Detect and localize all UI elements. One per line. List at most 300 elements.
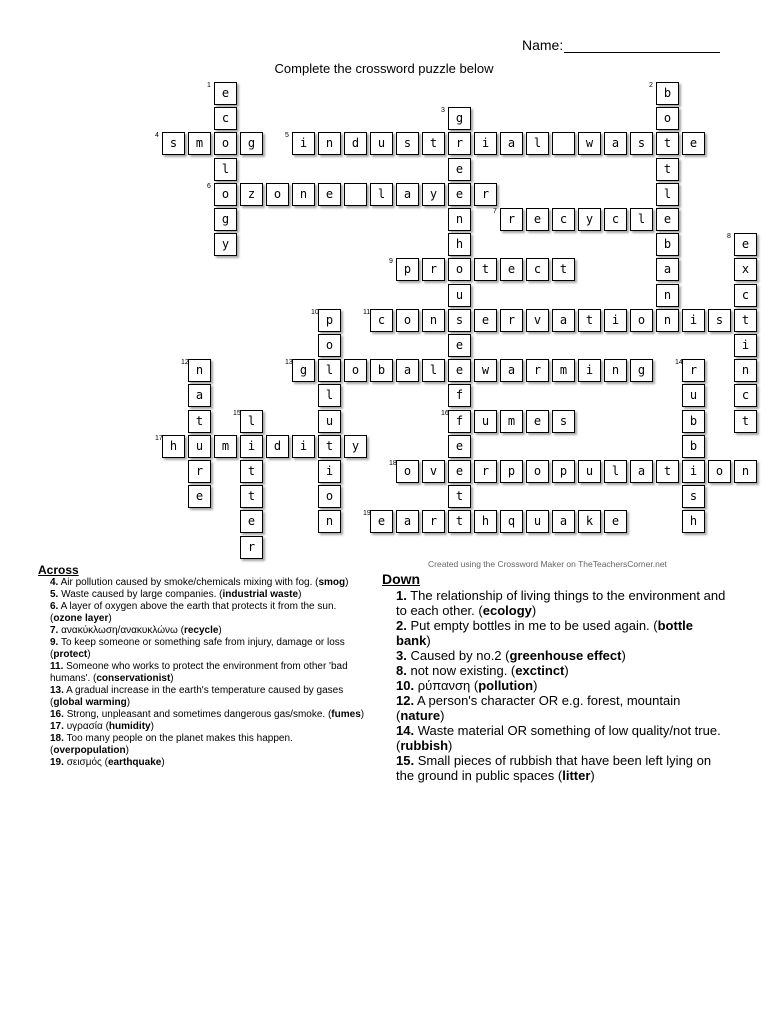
clue-answer: litter xyxy=(562,768,591,783)
grid-cell[interactable] xyxy=(318,334,341,357)
cell-letter: d xyxy=(273,438,282,453)
grid-cell[interactable] xyxy=(474,309,497,332)
grid-cell[interactable] xyxy=(448,510,471,533)
clue-number: 5. xyxy=(50,589,59,600)
cell-letter: l xyxy=(247,413,256,428)
cell-letter: u xyxy=(455,287,464,302)
cell-letter: y xyxy=(221,237,230,252)
cell-letter: o xyxy=(637,312,646,327)
cell-letter: e xyxy=(455,438,464,453)
clue-text: A person's character OR e.g. forest, mountain ( xyxy=(396,693,681,723)
cell-letter: a xyxy=(559,312,568,327)
grid-cell[interactable] xyxy=(656,233,679,256)
grid-cell[interactable] xyxy=(578,510,601,533)
cell-letter: l xyxy=(663,186,672,201)
grid-cell[interactable] xyxy=(240,510,263,533)
grid-cell[interactable] xyxy=(441,107,471,130)
cell-letter: i xyxy=(299,438,308,453)
grid-cell[interactable] xyxy=(578,460,601,483)
grid-cell[interactable] xyxy=(604,359,627,382)
grid-cell[interactable] xyxy=(578,132,601,155)
clue-answer: fumes xyxy=(331,709,361,720)
clue-answer: humidity xyxy=(108,721,151,732)
grid-cell[interactable] xyxy=(396,309,419,332)
grid-cell[interactable] xyxy=(734,359,757,382)
grid-cell[interactable] xyxy=(448,208,471,231)
across-clue xyxy=(50,733,368,757)
grid-cell[interactable] xyxy=(188,132,211,155)
cell-letter: o xyxy=(221,186,230,201)
grid-cell[interactable] xyxy=(240,536,263,559)
grid-cell[interactable] xyxy=(734,460,757,483)
clue-number: 2 xyxy=(649,82,653,89)
cell-letter: g xyxy=(637,363,646,378)
grid-cell[interactable] xyxy=(656,107,679,130)
grid-cell[interactable] xyxy=(552,208,575,231)
grid-cell[interactable] xyxy=(214,435,237,458)
clue-text: Too many people on the planet makes this happen. ( xyxy=(50,733,293,756)
cell-letter: i xyxy=(481,136,490,151)
grid-cell[interactable] xyxy=(500,309,523,332)
grid-cell[interactable] xyxy=(188,384,211,407)
clue-answer: smog xyxy=(318,577,346,588)
grid-cell[interactable] xyxy=(448,183,471,206)
cell-letter: u xyxy=(585,464,594,478)
grid-cell[interactable] xyxy=(656,460,679,483)
grid-cell[interactable] xyxy=(448,158,471,181)
down-clue xyxy=(396,678,727,693)
grid-cell[interactable] xyxy=(604,132,627,155)
grid-cell[interactable] xyxy=(188,485,211,508)
grid-cell[interactable] xyxy=(474,183,497,206)
clue-answer: overpopulation xyxy=(53,745,126,756)
across-clue-list xyxy=(38,577,368,769)
across-clue xyxy=(50,721,368,733)
down-clue xyxy=(396,723,727,753)
grid-cell[interactable] xyxy=(233,409,263,433)
grid-cell[interactable] xyxy=(370,183,393,206)
grid-cell[interactable] xyxy=(422,258,445,281)
cell-letter: t xyxy=(663,464,672,478)
grid-cell[interactable] xyxy=(344,359,367,382)
grid-cell[interactable] xyxy=(552,258,575,281)
grid-cell[interactable] xyxy=(734,284,757,307)
cell-letter: a xyxy=(507,136,516,151)
clue-number: 9. xyxy=(50,637,59,648)
cell-letter: n xyxy=(663,287,672,302)
grid-cell[interactable] xyxy=(214,208,237,231)
grid-cell[interactable] xyxy=(552,132,575,155)
cell-letter: n xyxy=(455,212,464,226)
cell-letter: e xyxy=(247,514,256,529)
grid-cell[interactable] xyxy=(604,309,627,332)
grid-cell[interactable] xyxy=(363,510,393,533)
cell-letter: e xyxy=(455,464,464,478)
grid-cell[interactable] xyxy=(448,384,471,407)
clue-text: Waste caused by large companies. ( xyxy=(61,589,223,600)
grid-cell[interactable] xyxy=(448,284,471,307)
clue-answer: global warming xyxy=(53,697,127,708)
grid-cell[interactable] xyxy=(552,359,575,382)
clue-number: 17 xyxy=(155,434,163,442)
cell-letter: c xyxy=(377,312,386,327)
grid-cell[interactable] xyxy=(630,132,653,155)
grid-cell[interactable] xyxy=(266,435,289,458)
grid-cell[interactable] xyxy=(396,510,419,533)
cell-letter: r xyxy=(429,262,438,277)
down-clue xyxy=(396,693,727,723)
clue-number: 13. xyxy=(50,685,64,696)
clue-number: 14. xyxy=(396,723,415,738)
grid-cell[interactable] xyxy=(318,485,341,508)
grid-cell[interactable] xyxy=(266,183,289,206)
clue-text: Small pieces of rubbish that have been left lying on the ground in public spaces ( xyxy=(396,753,712,783)
clue-close: ) xyxy=(218,625,222,636)
grid-cell[interactable] xyxy=(675,359,705,382)
cell-letter: e xyxy=(741,237,750,252)
clue-number: 6. xyxy=(50,601,59,612)
grid-cell[interactable] xyxy=(344,183,367,206)
grid-cell[interactable] xyxy=(448,309,471,332)
clue-number: 15. xyxy=(396,753,415,768)
cell-letter: e xyxy=(689,136,698,151)
grid-cell[interactable] xyxy=(656,158,679,181)
grid-cell[interactable] xyxy=(474,510,497,533)
clue-number: 16. xyxy=(50,709,64,720)
grid-cell[interactable] xyxy=(578,359,601,382)
grid-cell[interactable] xyxy=(207,182,237,206)
grid-cell[interactable] xyxy=(448,485,471,508)
cell-letter: o xyxy=(533,464,542,478)
cell-letter: a xyxy=(637,464,646,478)
grid-cell[interactable] xyxy=(474,258,497,281)
grid-cell[interactable] xyxy=(214,233,237,256)
clue-close: ) xyxy=(170,673,174,684)
grid-cell[interactable] xyxy=(708,460,731,483)
across-clue xyxy=(50,685,368,709)
cell-letter: g xyxy=(247,136,256,151)
grid-cell[interactable] xyxy=(526,208,549,231)
grid-cell[interactable] xyxy=(240,132,263,155)
cell-letter: b xyxy=(663,237,672,252)
grid-cell[interactable] xyxy=(240,183,263,206)
clue-text: Someone who works to protect the environment from other 'bad humans'. ( xyxy=(50,661,348,684)
grid-cell[interactable] xyxy=(526,460,549,483)
grid-cell[interactable] xyxy=(318,435,341,458)
grid-cell[interactable] xyxy=(181,359,211,382)
clue-number: 15 xyxy=(233,409,241,417)
clue-answer: greenhouse effect xyxy=(509,648,622,663)
grid-cell[interactable] xyxy=(734,309,757,332)
cell-letter: s xyxy=(715,312,724,327)
grid-cell[interactable] xyxy=(682,410,705,433)
cell-letter: w xyxy=(585,136,594,151)
grid-cell[interactable] xyxy=(318,183,341,206)
grid-cell[interactable] xyxy=(526,309,549,332)
grid-cell[interactable] xyxy=(526,510,549,533)
cell-letter: e xyxy=(325,186,334,201)
grid-cell[interactable] xyxy=(318,132,341,155)
down-clue xyxy=(396,753,727,783)
grid-cell[interactable] xyxy=(155,132,185,155)
grid-cell[interactable] xyxy=(422,359,445,382)
clue-close: ) xyxy=(345,577,349,588)
cell-letter: a xyxy=(195,388,204,403)
cell-letter: c xyxy=(611,212,620,226)
grid-cell[interactable] xyxy=(552,410,575,433)
cell-letter: u xyxy=(689,388,698,403)
grid-cell[interactable] xyxy=(188,410,211,433)
grid-cell[interactable] xyxy=(552,309,575,332)
grid-cell[interactable] xyxy=(422,132,445,155)
grid-cell[interactable] xyxy=(682,435,705,458)
cell-letter: u xyxy=(325,413,334,428)
grid-cell[interactable] xyxy=(448,435,471,458)
grid-cell[interactable] xyxy=(682,485,705,508)
grid-cell[interactable] xyxy=(656,309,679,332)
grid-cell[interactable] xyxy=(292,183,315,206)
grid-cell[interactable] xyxy=(604,510,627,533)
grid-cell[interactable] xyxy=(448,334,471,357)
grid-cell[interactable] xyxy=(734,410,757,433)
cell-letter: t xyxy=(663,136,672,151)
grid-cell[interactable] xyxy=(240,435,263,458)
grid-cell[interactable] xyxy=(396,132,419,155)
clue-answer: pollution xyxy=(478,678,534,693)
grid-cell[interactable] xyxy=(493,208,523,231)
cell-letter: u xyxy=(481,413,490,428)
clue-close: ) xyxy=(440,708,445,723)
grid-cell[interactable] xyxy=(474,460,497,483)
grid-cell[interactable] xyxy=(285,132,315,155)
cell-letter: e xyxy=(195,489,204,504)
grid-cell[interactable] xyxy=(318,410,341,433)
grid-cell[interactable] xyxy=(448,132,471,155)
cell-letter: r xyxy=(507,212,516,226)
across-heading: Across xyxy=(38,563,79,577)
grid-cell[interactable] xyxy=(474,132,497,155)
cell-letter: m xyxy=(507,413,516,428)
cell-letter: m xyxy=(221,438,230,453)
grid-cell[interactable] xyxy=(474,359,497,382)
grid-cell[interactable] xyxy=(363,308,393,332)
grid-cell[interactable] xyxy=(526,410,549,433)
grid-cell[interactable] xyxy=(552,510,575,533)
grid-cell[interactable] xyxy=(500,410,523,433)
grid-cell[interactable] xyxy=(155,434,185,458)
cell-letter: n xyxy=(325,136,334,151)
clue-number: 4. xyxy=(50,577,59,588)
cell-letter: a xyxy=(403,186,412,201)
cell-letter: l xyxy=(325,363,334,378)
grid-cell[interactable] xyxy=(292,435,315,458)
grid-cell[interactable] xyxy=(389,258,419,281)
grid-cell[interactable] xyxy=(188,435,211,458)
grid-cell[interactable] xyxy=(422,510,445,533)
grid-cell[interactable] xyxy=(214,158,237,181)
grid-cell[interactable] xyxy=(240,485,263,508)
cell-letter: e xyxy=(507,262,516,277)
clue-number: 11. xyxy=(50,661,64,672)
cell-letter: k xyxy=(585,514,594,529)
grid-cell[interactable] xyxy=(552,460,575,483)
grid-cell[interactable] xyxy=(734,334,757,357)
grid-cell[interactable] xyxy=(682,510,705,533)
cell-letter: r xyxy=(247,539,256,554)
grid-cell[interactable] xyxy=(656,132,679,155)
clue-close: ) xyxy=(87,649,91,660)
grid-cell[interactable] xyxy=(318,460,341,483)
credit-line: Created using the Crossword Maker on TheTeachersCorner.net xyxy=(428,559,667,569)
grid-cell[interactable] xyxy=(734,384,757,407)
clue-number: 18 xyxy=(389,460,397,467)
clue-number: 19. xyxy=(50,757,64,768)
grid-cell[interactable] xyxy=(734,258,757,281)
grid-cell[interactable] xyxy=(682,309,705,332)
cell-letter: i xyxy=(299,136,308,151)
grid-cell[interactable] xyxy=(649,82,679,105)
grid-cell[interactable] xyxy=(604,460,627,483)
grid-cell[interactable] xyxy=(500,460,523,483)
cell-letter: c xyxy=(741,388,750,403)
grid-cell[interactable] xyxy=(604,208,627,231)
grid-cell[interactable] xyxy=(311,308,341,332)
grid-cell[interactable] xyxy=(396,183,419,206)
grid-cell[interactable] xyxy=(727,233,757,256)
cell-letter: m xyxy=(559,363,568,378)
cell-letter: t xyxy=(455,514,464,529)
grid-cell[interactable] xyxy=(448,258,471,281)
grid-cell[interactable] xyxy=(500,132,523,155)
grid-cell[interactable] xyxy=(526,258,549,281)
grid-cell[interactable] xyxy=(656,208,679,231)
clue-number: 7. xyxy=(50,625,59,636)
across-clue xyxy=(50,601,368,625)
cell-letter: c xyxy=(533,262,542,277)
grid-cell[interactable] xyxy=(682,384,705,407)
grid-cell[interactable] xyxy=(448,233,471,256)
grid-cell[interactable] xyxy=(630,460,653,483)
cell-letter: x xyxy=(741,262,750,277)
clue-number: 17. xyxy=(50,721,64,732)
clue-close: ) xyxy=(126,697,131,708)
grid-cell[interactable] xyxy=(422,460,445,483)
clue-answer: bottle bank xyxy=(396,618,693,648)
clue-answer: nature xyxy=(400,708,441,723)
grid-cell[interactable] xyxy=(656,258,679,281)
cell-letter: b xyxy=(689,438,698,453)
clue-close: ) xyxy=(590,768,595,783)
grid-cell[interactable] xyxy=(474,410,497,433)
across-clue xyxy=(50,637,368,661)
grid-cell[interactable] xyxy=(389,460,419,483)
grid-cell[interactable] xyxy=(682,132,705,155)
cell-letter: p xyxy=(325,312,334,327)
cell-letter: s xyxy=(169,136,178,151)
clue-number: 5 xyxy=(285,132,289,140)
grid-cell[interactable] xyxy=(500,258,523,281)
grid-cell[interactable] xyxy=(188,460,211,483)
clue-number: 8. xyxy=(396,663,407,678)
grid-cell[interactable] xyxy=(214,107,237,130)
cell-letter: o xyxy=(403,312,412,327)
cell-letter: s xyxy=(455,312,464,327)
grid-cell[interactable] xyxy=(448,359,471,382)
grid-cell[interactable] xyxy=(370,132,393,155)
grid-cell[interactable] xyxy=(318,384,341,407)
cell-letter: p xyxy=(559,464,568,478)
grid-cell[interactable] xyxy=(344,435,367,458)
grid-cell[interactable] xyxy=(396,359,419,382)
grid-cell[interactable] xyxy=(422,309,445,332)
grid-cell[interactable] xyxy=(344,132,367,155)
grid-cell[interactable] xyxy=(682,460,705,483)
grid-cell[interactable] xyxy=(630,309,653,332)
cell-letter: o xyxy=(403,464,412,478)
cell-letter: m xyxy=(195,136,204,151)
clue-text: Waste material OR something of low quality/not true. ( xyxy=(396,723,721,753)
cell-letter: g xyxy=(455,111,464,126)
cell-letter: t xyxy=(247,489,256,504)
clue-text: σεισμός ( xyxy=(66,757,108,768)
clue-number: 10. xyxy=(396,678,415,693)
cell-letter: h xyxy=(481,514,490,529)
grid-cell[interactable] xyxy=(656,284,679,307)
grid-cell[interactable] xyxy=(207,82,237,105)
clue-number: 14 xyxy=(675,359,683,367)
cell-letter: v xyxy=(533,312,542,327)
grid-cell[interactable] xyxy=(526,132,549,155)
grid-cell[interactable] xyxy=(708,309,731,332)
cell-letter: e xyxy=(611,514,620,529)
grid-cell[interactable] xyxy=(630,208,653,231)
clue-text: ρύπανση ( xyxy=(417,678,479,693)
grid-cell[interactable] xyxy=(500,510,523,533)
clue-text: Put empty bottles in me to be used again. ( xyxy=(410,618,658,633)
cell-letter: p xyxy=(507,464,516,478)
grid-cell[interactable] xyxy=(441,409,471,433)
clue-close: ) xyxy=(448,738,453,753)
grid-cell[interactable] xyxy=(422,183,445,206)
cell-letter: e xyxy=(221,86,230,100)
clue-number: 7 xyxy=(493,208,497,215)
grid-cell[interactable] xyxy=(318,359,341,382)
grid-cell[interactable] xyxy=(370,359,393,382)
grid-cell[interactable] xyxy=(240,460,263,483)
clue-number: 1. xyxy=(396,588,407,603)
grid-cell[interactable] xyxy=(630,359,653,382)
cell-letter: n xyxy=(299,186,308,201)
grid-cell[interactable] xyxy=(656,183,679,206)
cell-letter: r xyxy=(689,363,698,378)
grid-cell[interactable] xyxy=(318,510,341,533)
across-clue xyxy=(50,577,368,589)
clue-number: 6 xyxy=(207,182,211,190)
cell-letter: a xyxy=(403,514,412,529)
grid-cell[interactable] xyxy=(578,309,601,332)
grid-cell[interactable] xyxy=(448,460,471,483)
cell-letter: c xyxy=(221,111,230,126)
cell-letter: t xyxy=(429,136,438,151)
clue-text: ανακύκλωση/ανακυκλώνω ( xyxy=(61,625,184,636)
page-title: Complete the crossword puzzle below xyxy=(274,61,494,76)
grid-cell[interactable] xyxy=(500,359,523,382)
grid-cell[interactable] xyxy=(285,359,315,382)
grid-cell[interactable] xyxy=(526,359,549,382)
grid-cell[interactable] xyxy=(578,208,601,231)
grid-cell[interactable] xyxy=(214,132,237,155)
cell-letter: a xyxy=(403,363,412,378)
